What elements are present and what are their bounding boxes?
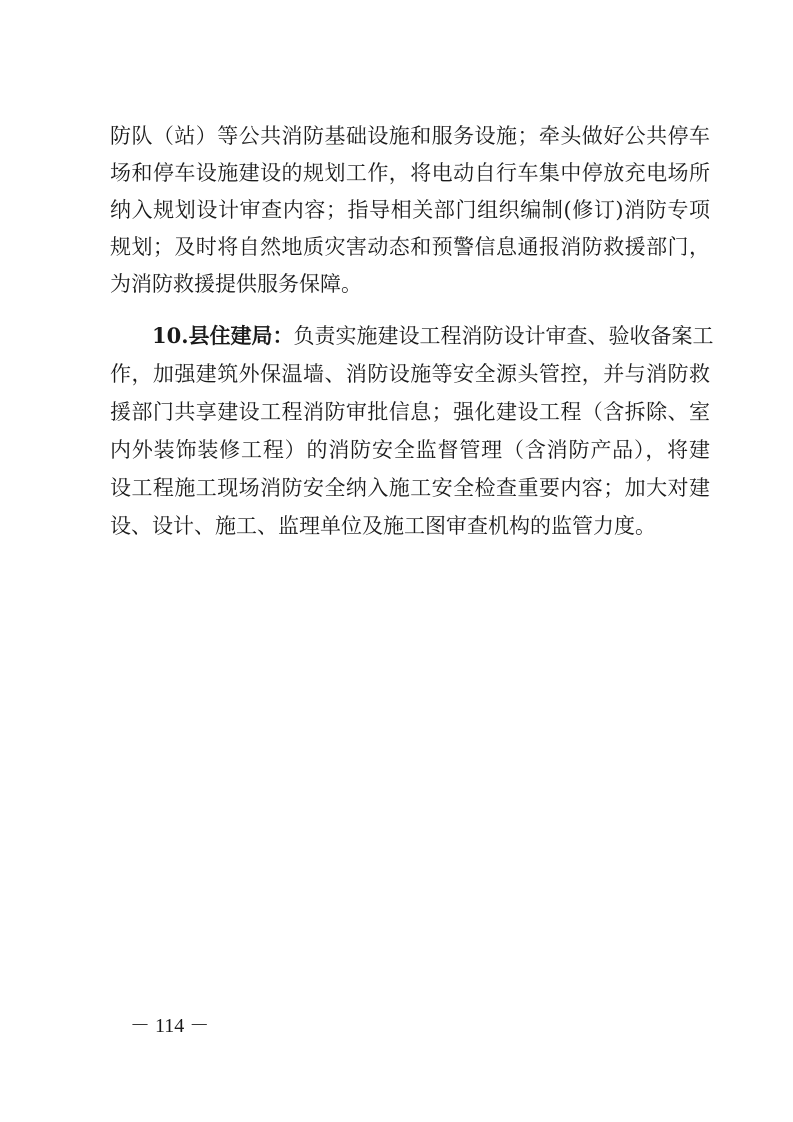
paragraph-1-line-5: 为消防救援提供服务保障。 (110, 272, 362, 296)
paragraph-1-line-3: 纳入规划设计审查内容；指导相关部门组织编制(修订)消防专项 (110, 198, 710, 222)
page-number: － 114 － (130, 1015, 210, 1037)
paragraph-2-line-6: 设、设计、施工、监理单位及施工图审查机构的监管力度。 (110, 514, 656, 538)
paragraph-1-line-1: 防队（站）等公共消防基础设施和服务设施；牵头做好公共停车 (110, 124, 710, 148)
paragraph-2-line-3: 援部门共享建设工程消防审批信息；强化建设工程（含拆除、室 (110, 400, 710, 424)
paragraph-2-line-5: 设工程施工现场消防安全纳入施工安全检查重要内容；加大对建 (110, 476, 710, 500)
paragraph-2-line-4: 内外装饰装修工程）的消防安全监督管理（含消防产品），将建 (110, 438, 710, 462)
paragraph-2-line-1 (152, 321, 714, 351)
paragraph-2-line-2: 作，加强建筑外保温墙、消防设施等安全源头管控，并与消防救 (110, 362, 710, 386)
paragraph-1-line-4: 规划；及时将自然地质灾害动态和预警信息通报消防救援部门， (110, 235, 710, 259)
section-heading: 10.县住建局： (152, 323, 294, 348)
paragraph-2-first-line-text: 负责实施建设工程消防设计审查、验收备案工 (293, 324, 714, 348)
paragraph-1-line-2: 场和停车设施建设的规划工作，将电动自行车集中停放充电场所 (110, 161, 710, 185)
